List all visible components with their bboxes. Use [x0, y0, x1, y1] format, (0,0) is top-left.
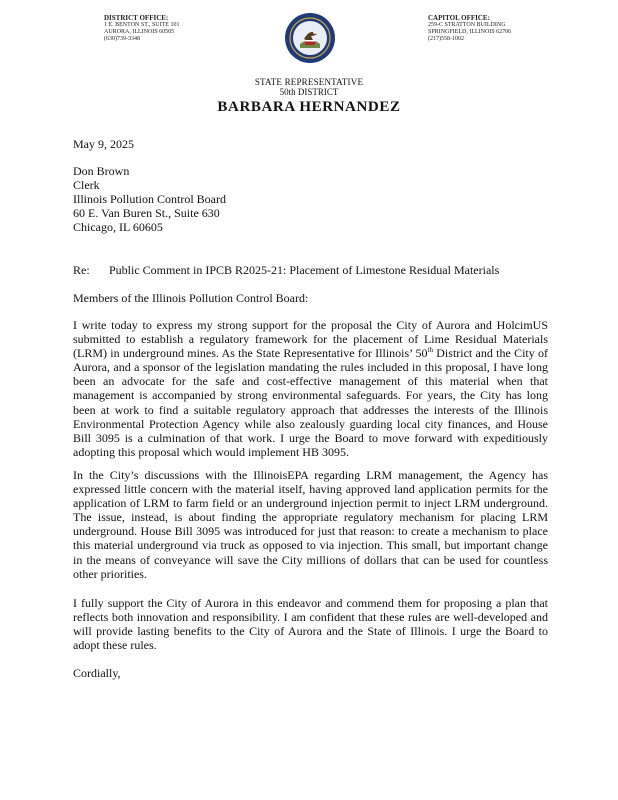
body-paragraph [73, 318, 548, 459]
paragraph-text: District and the City of Aurora, and a sponsor of the legislation mandating the rules included in this proposal, I have long been an advocate for the safe and cost-effective management of this material when that management is accompanied by strong environmental safeguards. For years, the City has long been at work to find a suitable regulatory approach that addresses the interests of the Illinois Environmental Protection Agency while also zealously guarding local city finances, and House Bill 3095 is a culmination of that work. I urge the Board to move forward with expeditiously adopting this proposal which would implement HB 3095. [73, 346, 549, 459]
recipient-line: Don Brown [73, 164, 130, 178]
subject-line [73, 263, 548, 277]
recipient-address [73, 164, 548, 234]
subject-text: Public Comment in IPCB R2025-21: Placement of Limestone Residual Materials [109, 263, 500, 277]
capitol-office-line: 259-C STRATTON BUILDING [428, 22, 506, 28]
recipient-line: 60 E. Van Buren St., Suite 630 [73, 206, 220, 220]
district-office-title: DISTRICT OFFICE: [104, 14, 169, 22]
capitol-office-line: (217)558-1002 [428, 36, 464, 42]
district-office-block [104, 14, 179, 43]
rep-name: BARBARA HERNANDEZ [217, 99, 401, 115]
capitol-office-block [428, 14, 511, 43]
state-seal-icon [284, 12, 336, 64]
body-paragraph: I fully support the City of Aurora in this endeavor and commend them for proposing a plan that reflects both innovation and responsibility. I am confident that these rules are well-developed and will provide lasting benefits to the City of Aurora and the State of Illinois. I urge the Board to adopt these rules. [73, 596, 548, 653]
district-office-line: AURORA, ILLINOIS 60505 [104, 29, 175, 35]
district-office-line: (630)739-3348 [104, 36, 140, 42]
closing: Cordially, [73, 666, 121, 680]
paragraph-text: I write today to express my strong support for the proposal the City of Aurora and HolcimUS submitted to establish a regulatory framework for the placement of Lime Residual Materials (LRM) in underground mines. As the State Representative for Illinois’ 50 [73, 318, 548, 361]
district-office-line: 1 E. BENTON ST., SUITE 101 [104, 22, 180, 28]
recipient-line: Clerk [73, 178, 100, 192]
subject-label: Re: [73, 263, 90, 277]
recipient-line: Chicago, IL 60605 [73, 220, 163, 234]
body-paragraph: In the City’s discussions with the IllinoisEPA regarding LRM management, the Agency has expressed little concern with the material itself, having approved land application permits for the application of LRM to farm field or an underground injection permit to inject LRM underground. The issue, instead, is about finding the appropriate regulatory mechanism for placing LRM underground. House Bill 3095 was introduced for just that reason: to create a mechanism to place this material underground via truck as opposed to via injection. This small, but important change in the means of conveyance will save the City millions of dollars that can be used for countless other priorities. [73, 468, 548, 581]
recipient-line: Illinois Pollution Control Board [73, 192, 227, 206]
capitol-office-line: SPRINGFIELD, ILLINOIS 62706 [428, 29, 512, 35]
rep-title: STATE REPRESENTATIVE [254, 77, 364, 87]
salutation: Members of the Illinois Pollution Control Board: [73, 291, 309, 305]
capitol-office-title: CAPITOL OFFICE: [428, 14, 490, 22]
rep-district: 50th DISTRICT [279, 87, 339, 97]
letter-date: May 9, 2025 [73, 137, 134, 151]
ordinal-suffix: th [427, 346, 433, 355]
